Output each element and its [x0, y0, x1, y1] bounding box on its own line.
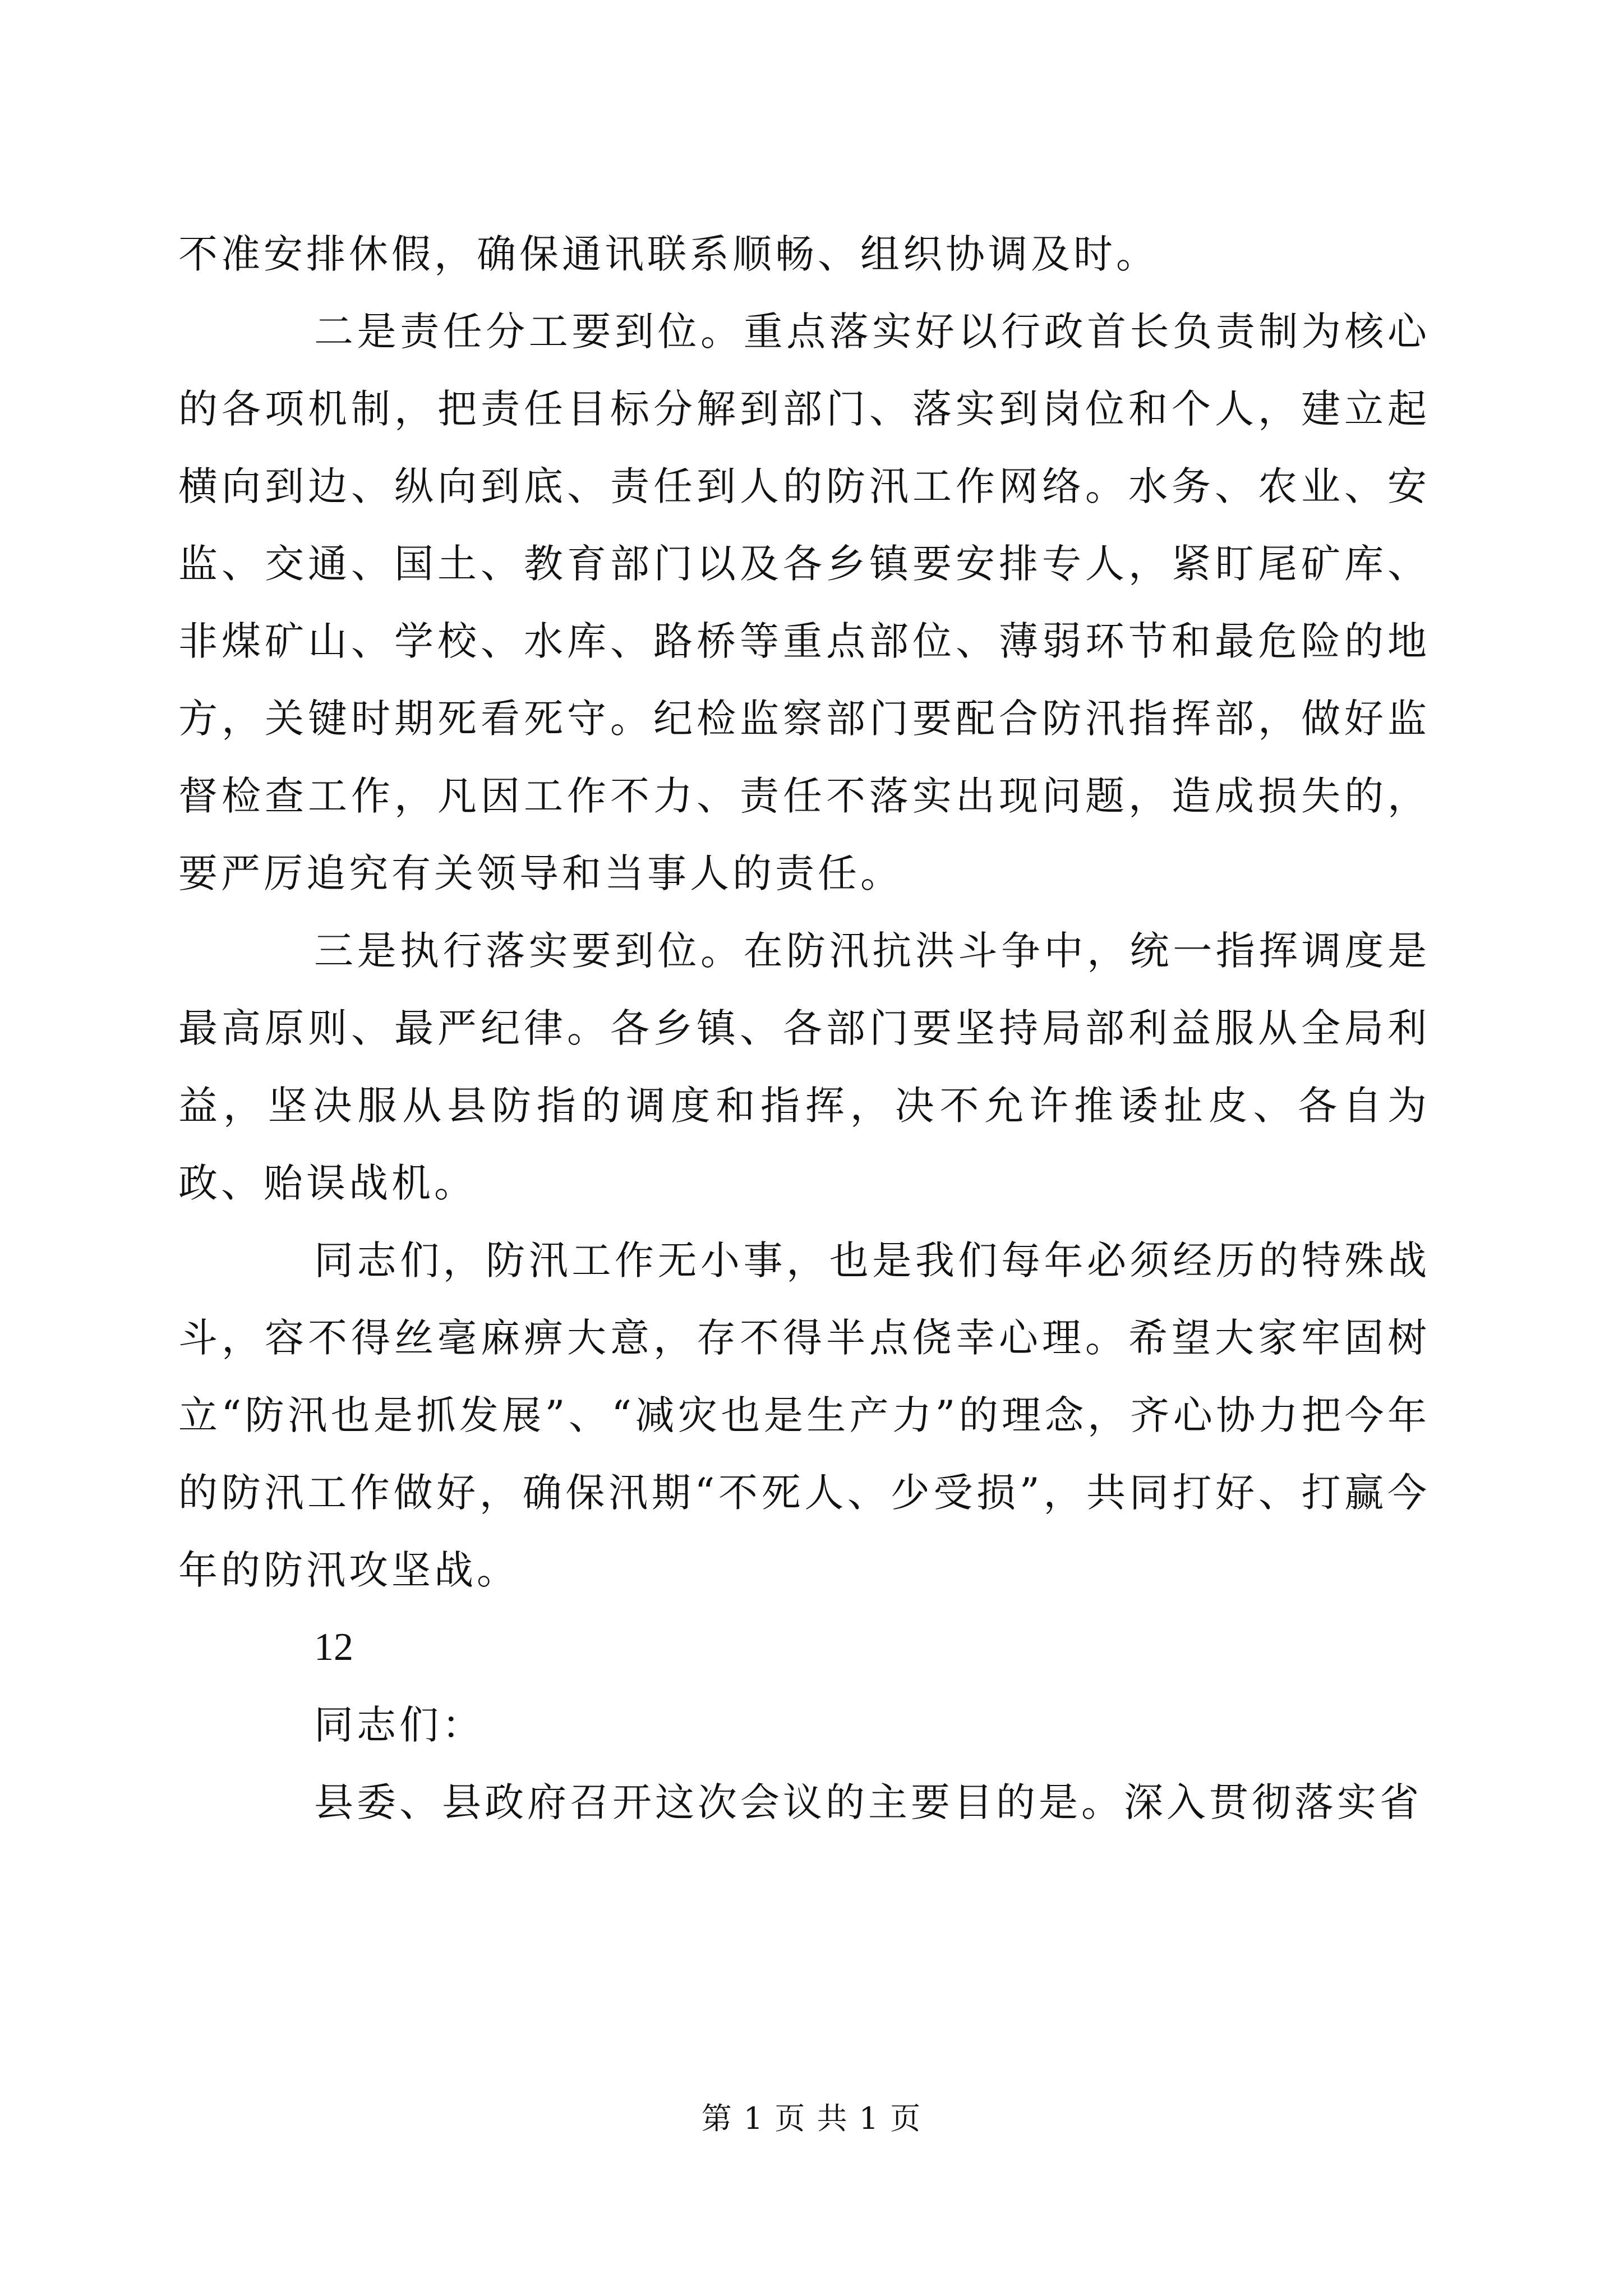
page-footer: 第 1 页 共 1 页	[701, 2101, 922, 2136]
paragraph-closing: 同志们，防汛工作无小事，也是我们每年必须经历的特殊战斗，容不得丝毫麻痹大意，存不得半点侥幸心理。希望大家牢固树立“防汛也是抓发展”、“减灾也是生产力”的理念，齐心协力把今年的防汛工作做好，确保汛期“不死人、少受损”，共同打好、打赢今年的防汛攻坚战。	[178, 1237, 1430, 1593]
paragraph-execution: 三是执行落实要到位。在防汛抗洪斗争中，统一指挥调度是最高原则、最严纪律。各乡镇、各部门要坚持局部利益服从全局利益，坚决服从县防指的调度和指挥，决不允许推诿扯皮、各自为政、贻误战机。	[178, 928, 1430, 1206]
paragraph-responsibility: 二是责任分工要到位。重点落实好以行政首长负责制为核心的各项机制，把责任目标分解到部门、落实到岗位和个人，建立起横向到边、纵向到底、责任到人的防汛工作网络。水务、农业、安监、交通、国土、教育部门以及各乡镇要安排专人，紧盯尾矿库、非煤矿山、学校、水库、路桥等重点部位、薄弱环节和最危险的地方，关键时期死看死守。纪检监察部门要配合防汛指挥部，做好监督检查工作，凡因工作不力、责任不落实出现问题，造成损失的，要严厉追究有关领导和当事人的责任。	[178, 309, 1430, 896]
paragraph-opening: 县委、县政府召开这次会议的主要目的是。深入贯彻落实省	[314, 1779, 1422, 1825]
paragraph-continuation: 不准安排休假，确保通讯联系顺畅、组织协调及时。	[178, 231, 1159, 277]
salutation: 同志们：	[314, 1702, 485, 1748]
section-number: 12	[314, 1626, 353, 1669]
document-body	[178, 215, 1430, 1841]
